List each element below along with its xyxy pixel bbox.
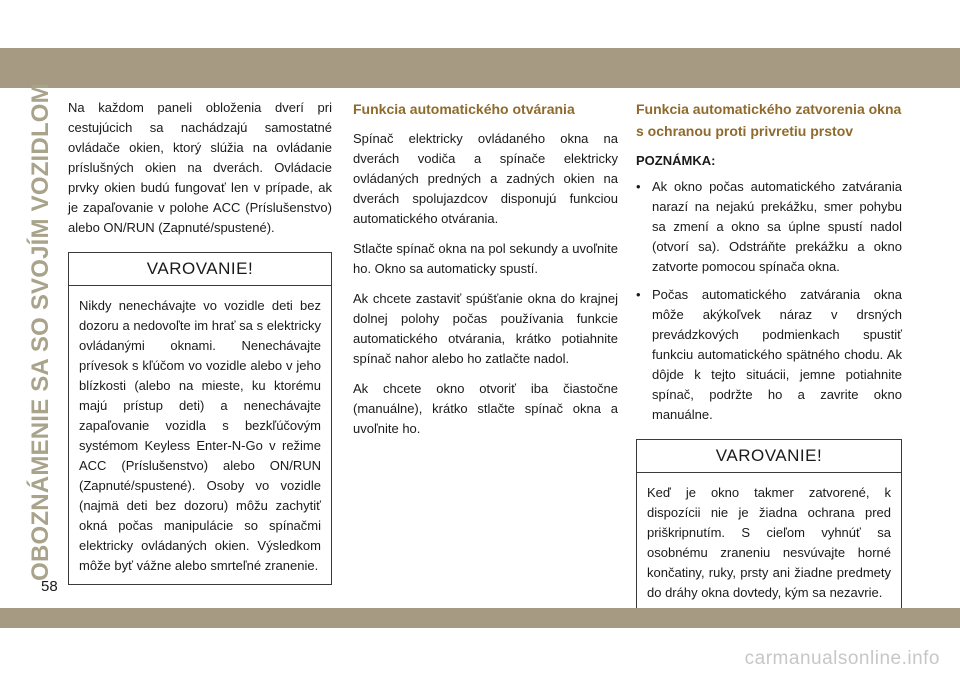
warning-title: VAROVANIE! bbox=[69, 253, 331, 286]
intro-paragraph: Na každom paneli obloženia dverí pri cestujúcich sa nachádzajú samostatné ovládače okien, ktorý slúžia na ovládanie príslušných okien na dverách. Ovládacie prvky okien budú fungovať len v prípade, ak je zapaľovanie v polohe ACC (Príslušenstvo) alebo ON/RUN (Zapnuté/spustené). bbox=[68, 100, 332, 235]
paragraph: Spínač elektricky ovládaného okna na dverách vodiča a spínače elektricky ovládaných predných a zadných okien na dverách spolujazdcov disponujú funkciou automatického otvárania. bbox=[353, 131, 618, 226]
side-title-text: OBOZNÁMENIE SA SO SVOJÍM VOZIDLOM bbox=[27, 83, 54, 581]
column-2 bbox=[353, 98, 618, 449]
bullet-icon: • bbox=[636, 287, 641, 302]
warning-text: Nikdy nenechávajte vo vozidle deti bez dozoru a nedovoľte im hrať sa s elektricky ovládanými oknami. Nenechávajte prívesok s kľúčom vo vozidle alebo v jeho blízkosti (alebo na mieste, ku ktorému majú prístup deti) a nenechávajte zapaľovanie vozidla s bezkľúčovým systémom Keyless Enter-N-Go v režime ACC (Príslušenstvo) alebo ON/RUN (Zapnuté/spustené). Osoby vo vozidle (najmä deti bez dozoru) môžu zachytiť okná počas manipulácie so spínačmi elektricky ovládaných okien. Výsledkom môže byť vážne alebo smrteľné zranenie. bbox=[79, 298, 321, 573]
warning-text: Keď je okno takmer zatvorené, k dispozícii nie je žiadna ochrana pred priškripnutím. S cieľom vyhnúť sa osobnému zraneniu nesvúvajte horné končatiny, ruky, prsty ani žiadne predmety do dráhy okna dovtedy, kým sa nezavrie. bbox=[647, 485, 891, 600]
list-item bbox=[636, 285, 902, 425]
paragraph: Ak chcete okno otvoriť iba čiastočne (manuálne), krátko stlačte spínač okna a uvoľnite ho. bbox=[353, 381, 618, 436]
note-list bbox=[636, 177, 902, 425]
list-item-text: Ak okno počas automatického zatvárania narazí na nejakú prekážku, smer pohybu sa zmení a okno sa úplne spustí nadol (otvorí sa). Odstráňte prekážku a okno zatvorte pomocou spínača okna. bbox=[652, 179, 902, 274]
warning-title: VAROVANIE! bbox=[637, 440, 901, 473]
bullet-icon: • bbox=[636, 179, 641, 194]
heading-auto-open: Funkcia automatického otvárania bbox=[353, 101, 575, 117]
warning-box-pinch bbox=[636, 439, 902, 612]
note-label: POZNÁMKA: bbox=[636, 153, 716, 168]
paragraph: Ak chcete zastaviť spúšťanie okna do krajnej dolnej polohy počas používania funkcie automatického otvárania, krátko potiahnite spínač nahor alebo ho zatlačte nadol. bbox=[353, 291, 618, 366]
list-item bbox=[636, 177, 902, 277]
heading-auto-close: Funkcia automatického zatvorenia okna s ochranou proti privretiu prstov bbox=[636, 101, 902, 139]
warning-box-children bbox=[68, 252, 332, 585]
footer-band bbox=[0, 608, 960, 628]
watermark-text: carmanualsonline.info bbox=[744, 648, 940, 669]
header-band bbox=[0, 48, 960, 88]
column-3 bbox=[636, 98, 902, 612]
page-number: 58 bbox=[41, 578, 58, 595]
column-1 bbox=[68, 98, 332, 585]
list-item-text: Počas automatického zatvárania okna môže akýkoľvek náraz v drsných prevádzkových podmienkach spustiť funkciu automatického spätného chodu. Ak dôjde k tejto situácii, jemne potiahnite spínač, podržte ho a zavrite okno manuálne. bbox=[652, 287, 902, 422]
paragraph: Stlačte spínač okna na pol sekundy a uvoľnite ho. Okno sa automaticky spustí. bbox=[353, 241, 618, 276]
section-side-title bbox=[26, 83, 56, 581]
